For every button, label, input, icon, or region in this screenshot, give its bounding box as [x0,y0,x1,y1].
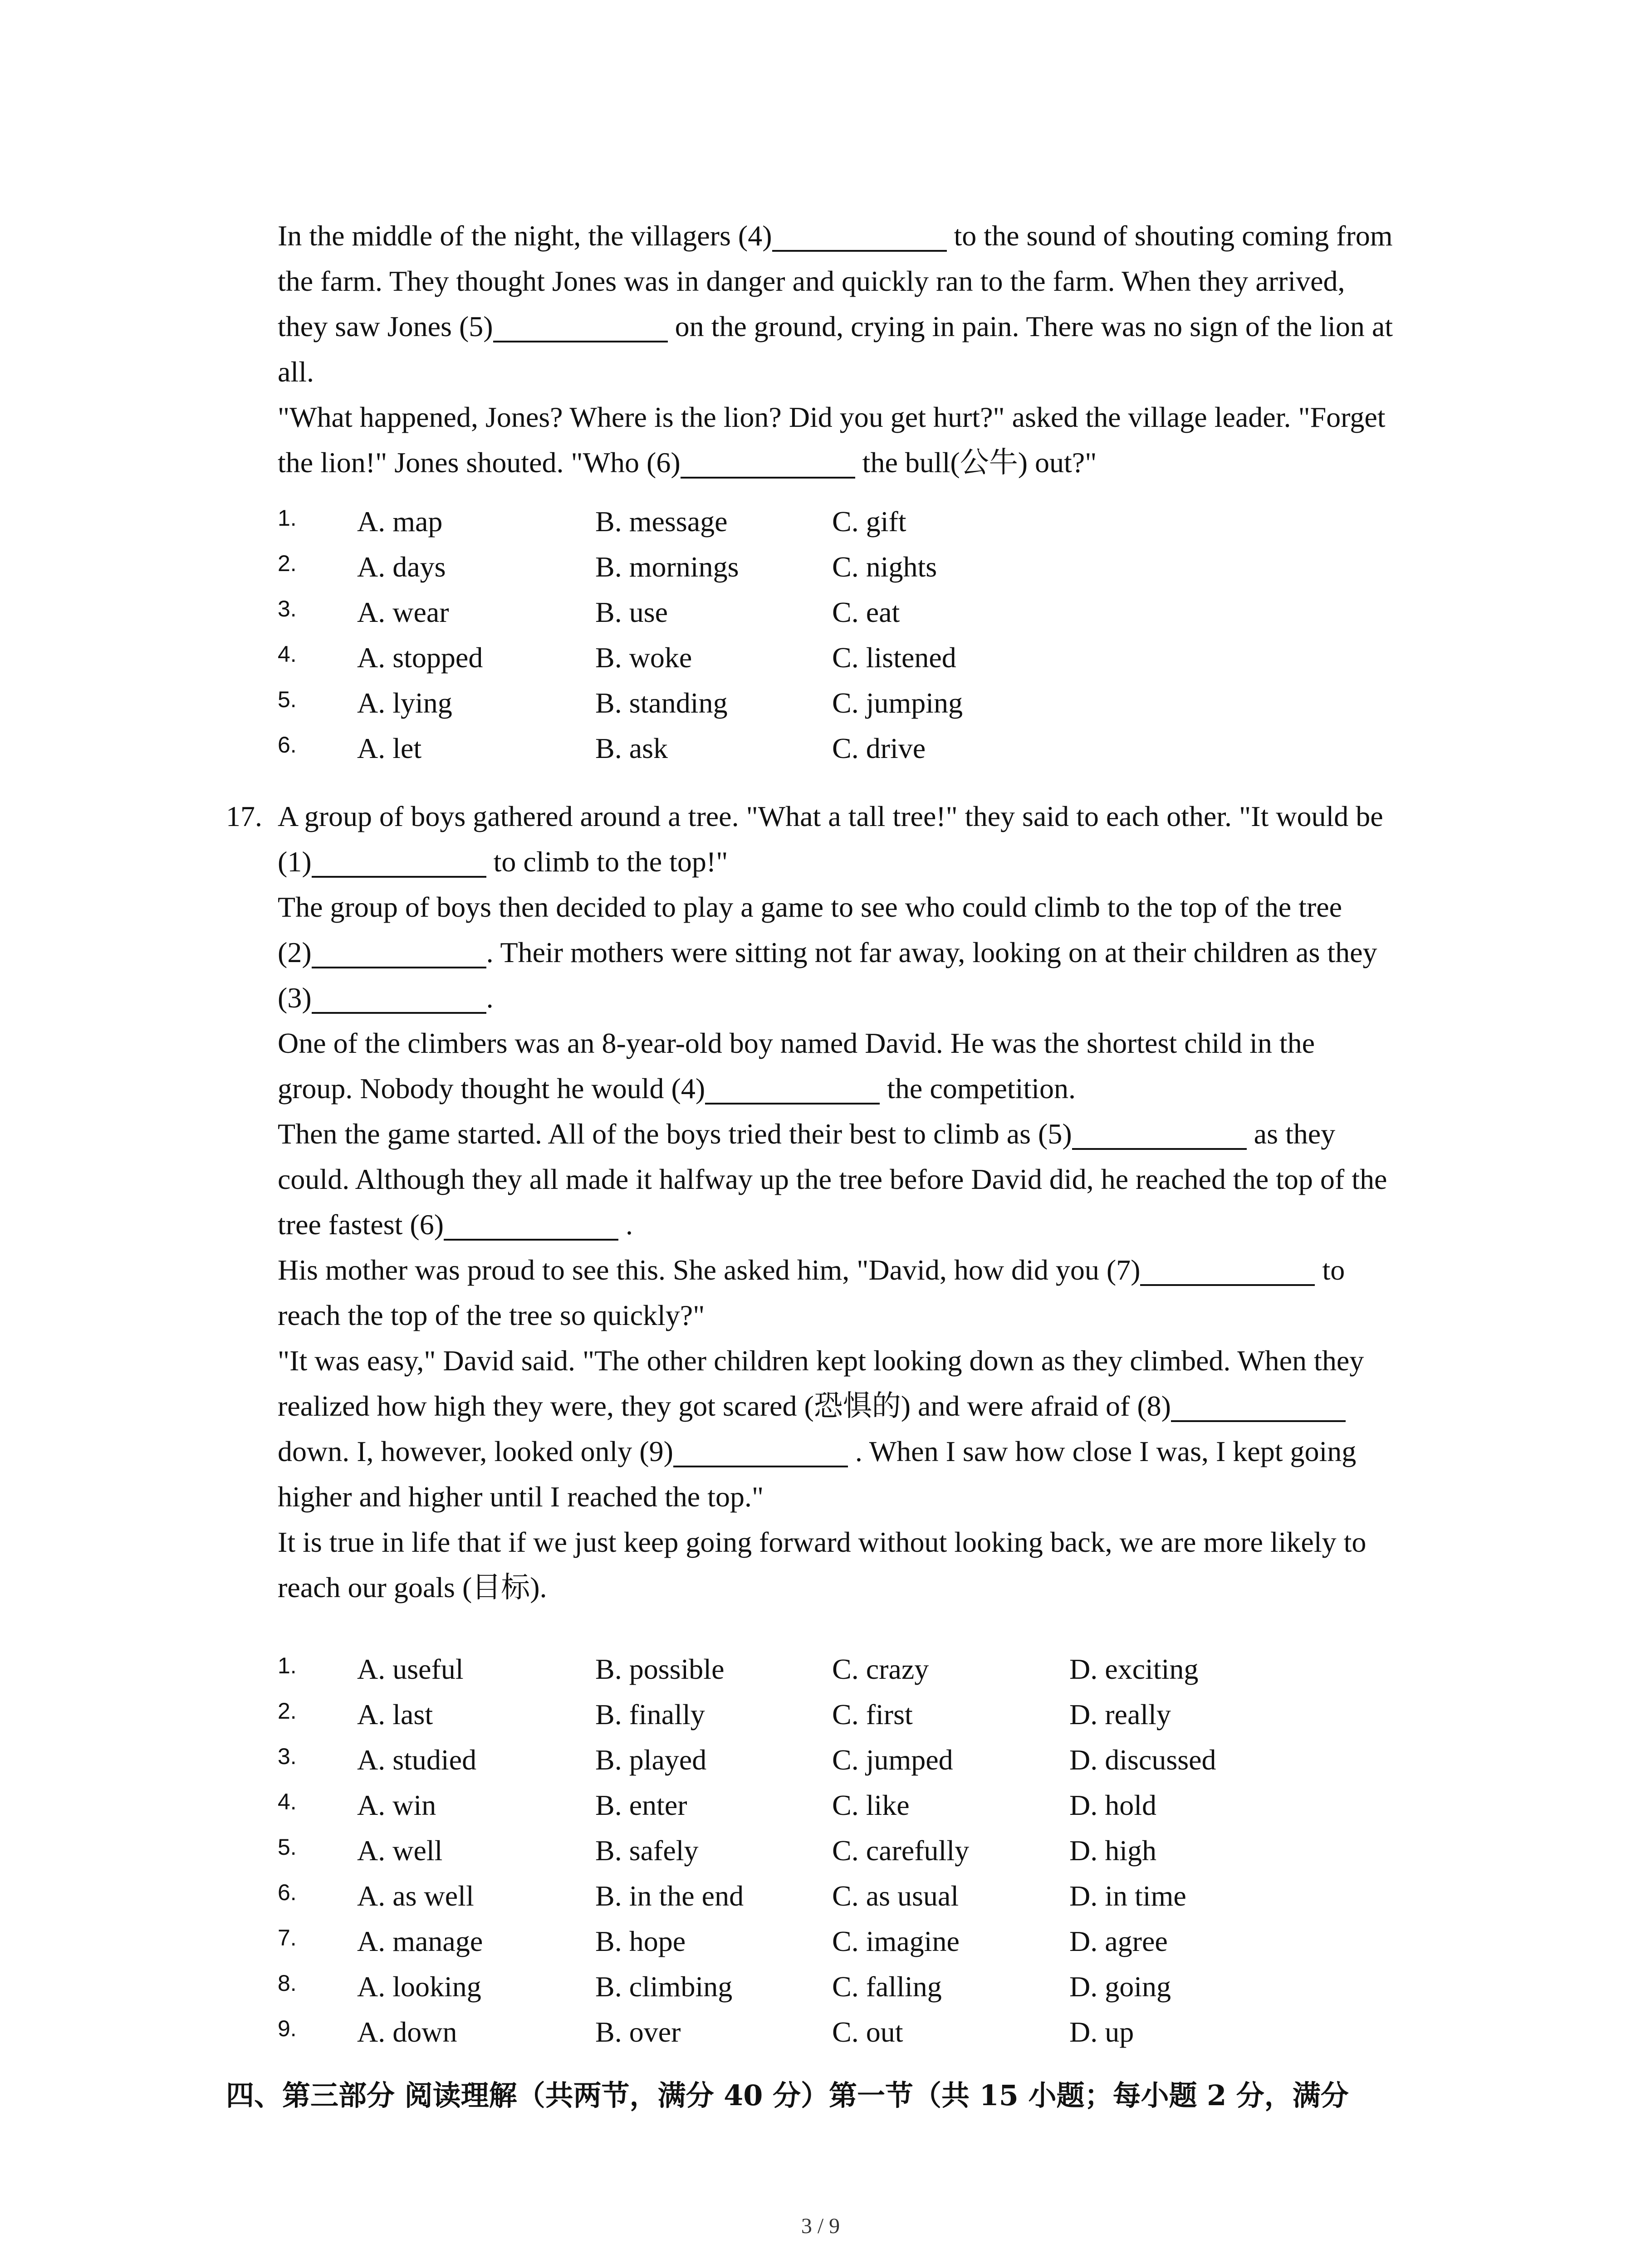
passage-17-line: "It was easy," David said. "The other children kept looking down as they climbed. When they [278,1344,1364,1377]
question-row: 5. A. well B. safely C. carefully D. high [278,1834,1156,1867]
passage-17-line: One of the climbers was an 8-year-old boy named David. He was the shortest child in the [278,1027,1315,1059]
passage-1-line: the lion!" Jones shouted. "Who (6) the bull(公牛) out?" [278,446,1097,479]
passage-17-line: It is true in life that if we just keep going forward without looking back, we are more likely to [278,1526,1367,1558]
passage-17-line: tree fastest (6) . [278,1208,633,1241]
answer-blank [1140,1255,1315,1286]
answer-blank [1171,1391,1346,1422]
passage-17-line: down. I, however, looked only (9) . When I saw how close I was, I kept going [278,1435,1357,1467]
answer-blank [673,1437,848,1467]
passage-17 [278,794,1457,1610]
answer-blank [444,1210,618,1241]
answer-blank [1072,1119,1247,1150]
section-heading: 四、第三部分 阅读理解（共两节，满分 40 分）第一节（共 15 小题；每小题 2 分，满分 [226,2079,1349,2112]
passage-17-line: A group of boys gathered around a tree. "What a tall tree!" they said to each other. "It would be [278,800,1383,832]
passage-17-line: (2) . Their mothers were sitting not far away, looking on at their children as they [278,936,1377,968]
answer-blank [312,983,486,1014]
passage-17-line: The group of boys then decided to play a game to see who could climb to the top of the tree [278,891,1342,923]
passage-17-line: (3) . [278,982,494,1014]
question-row: 4. A. win B. enter C. like D. hold [278,1789,1156,1821]
question-row: 1. A. useful B. possible C. crazy D. exciting [278,1653,1199,1685]
question-number: 17. [226,800,262,832]
answer-blank [493,312,668,342]
answer-blank [772,221,947,252]
passage-1-line: they saw Jones (5) on the ground, crying in pain. There was no sign of the lion at [278,310,1393,342]
page-number: 3 / 9 [801,2214,840,2238]
passage-1 [278,213,1457,485]
answer-blank [681,448,855,479]
passage-17-line: His mother was proud to see this. She asked him, "David, how did you (7) to [278,1254,1345,1286]
passage-17-line: could. Although they all made it halfway up the tree before David did, he reached the top of the [278,1163,1387,1195]
answer-blank [705,1074,880,1105]
answer-blank [312,938,486,968]
question-row: 2. A. last B. finally C. first D. really [278,1698,1171,1730]
passage-17-line: higher and higher until I reached the top." [278,1481,764,1513]
question-row: 4. A. stopped B. woke C. listened [278,641,956,674]
passage-17-line: group. Nobody thought he would (4) the competition. [278,1072,1076,1105]
passage-1-line: all. [278,356,314,388]
question-row: 6. A. as well B. in the end C. as usual D. in time [278,1880,1186,1912]
question-row: 2. A. days B. mornings C. nights [278,551,937,583]
question-options-1 [278,499,1457,771]
passage-1-line: the farm. They thought Jones was in danger and quickly ran to the farm. When they arrived, [278,265,1345,297]
question-row: 3. A. wear B. use C. eat [278,596,900,628]
passage-1-line: "What happened, Jones? Where is the lion? Did you get hurt?" asked the village leader. "Forget [278,401,1386,433]
passage-17-line: reach the top of the tree so quickly?" [278,1299,705,1331]
passage-17-line: Then the game started. All of the boys tried their best to climb as (5) as they [278,1118,1336,1150]
question-row: 7. A. manage B. hope C. imagine D. agree [278,1925,1168,1957]
question-row: 3. A. studied B. played C. jumped D. discussed [278,1744,1216,1776]
question-row: 1. A. map B. message C. gift [278,505,906,538]
passage-17-line: realized how high they were, they got scared (恐惧的) and were afraid of (8) [278,1383,1457,1429]
question-row: 9. A. down B. over C. out D. up [278,2016,1134,2048]
question-row: 8. A. looking B. climbing C. falling D. going [278,1970,1171,2003]
question-row: 6. A. let B. ask C. drive [278,732,926,764]
passage-1-line: In the middle of the night, the villagers (4) to the sound of shouting coming from [278,220,1393,252]
question-options-2 [278,1647,1457,2055]
question-row: 5. A. lying B. standing C. jumping [278,687,963,719]
answer-blank [312,847,486,878]
passage-17-line: (1) to climb to the top!" [278,846,728,878]
passage-17-line: reach our goals (目标). [278,1571,547,1603]
